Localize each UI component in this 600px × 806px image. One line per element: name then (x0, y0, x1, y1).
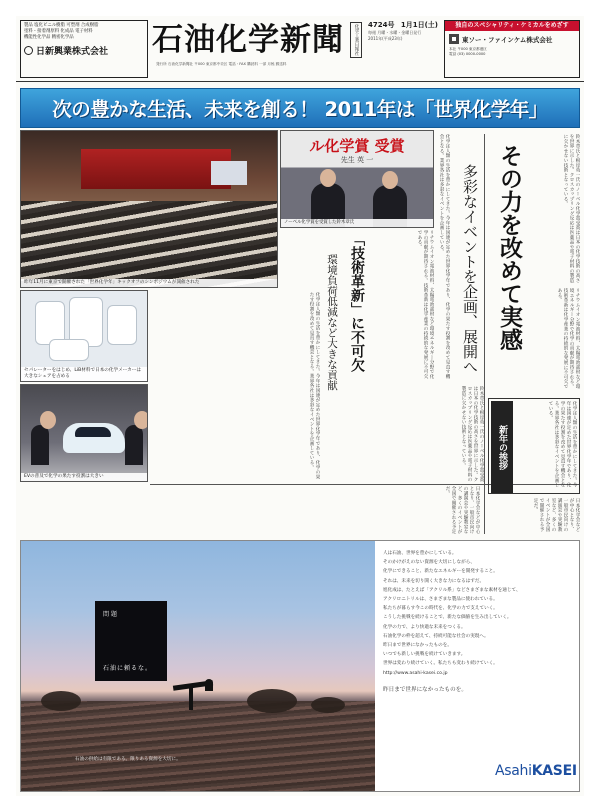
ad-right-line: 本社 〒000 東京都港区 (449, 47, 487, 51)
shrub (311, 697, 345, 713)
film-roll (49, 339, 89, 361)
section-subhead: 環境負荷低減など大きな貢献 (326, 254, 338, 391)
ad-copy-line: それは、未来を切り開く大きな力になるはずだ。 (383, 578, 485, 584)
ad-copy (383, 549, 573, 749)
photo-caption: セパレーターをはじめ、LiB材料で日本の化学メーカーは大きなシェアを占める (21, 367, 147, 381)
newspaper-page (16, 16, 584, 796)
prairie-ground (21, 701, 375, 791)
ad-image-caption: 石油の供給は有限である。限りある資源を大切に。 (75, 757, 181, 762)
ad-copy-line: 旭化成は、たとえば「アクリル系」などさまざまな素材を通じて、 (383, 587, 521, 593)
masthead-fine-print: 発行所 石油化学新聞社 〒000 東京都中央区 電話・FAX 購読料 一部 月極 郵送料 (156, 62, 287, 66)
article-body: 日本化学会などが中心となり、一般市民向けの講演会や実験教室など、多くのイベントが全国で開催される予定だ。 (445, 486, 480, 534)
photo-caption: EVの普及で化学の果たす役割は大きい (21, 473, 147, 481)
article-body: 鈴木章氏と根岸英一氏のノーベル化学賞受賞は日本の化学技術の高さを世界に示した。クロスカップリング反応は医薬品や電子材料の製造に欠かせない技術となっている。 (461, 386, 484, 482)
photo-caption: ノーベル化学賞を受賞した鈴木章氏 (281, 219, 433, 227)
publisher-tag: 化学工業日報社 (350, 22, 362, 58)
oil-field-photo (21, 541, 375, 791)
newspaper-title: 石油化学新聞 (152, 22, 344, 58)
shrub (41, 691, 81, 711)
film-roll (107, 305, 137, 345)
symposium-photo (20, 130, 278, 288)
stage-backdrop (81, 149, 231, 189)
ad-right-company (445, 31, 579, 47)
award-banner-text: ル化学賞 受賞 (309, 137, 405, 155)
asahi-kasei-logo (495, 763, 577, 779)
ad-copy-line: そのかけがえのない資源を大切にしながら、 (383, 560, 475, 566)
column-rule (484, 134, 485, 534)
ad-copy-line: アクリロニトリルは、さまざまな製品に使われている。 (383, 597, 498, 603)
brand-part-a: Asahi (495, 763, 532, 779)
asahi-kasei-advertisement (20, 540, 580, 792)
article-body: 日本化学会などが中心となり、一般市民向けの講演会や実験教室など、多くのイベントが全国で開催される予定だ。 (533, 498, 580, 532)
photo-caption: 昨年11月に東京で開催された「世界化学年」キックオフのシンポジウムが開催された (21, 279, 277, 287)
projection-screen (211, 161, 247, 185)
masthead-ad-right (444, 20, 580, 78)
article-body: 鈴木章氏と根岸英一氏のノーベル化学賞受賞は日本の化学技術の高さを世界に示した。クロスカップリング反応は医薬品や電子材料の製造に欠かせない技術となっている。 (563, 134, 580, 283)
ad-copy-line: http://www.asahi-kasei.co.jp (383, 670, 448, 676)
main-subhead: 多彩なイベントを企画、展開へ (461, 164, 479, 374)
ad-copy-line: いつでも新しい挑戦を続けていきます。 (383, 652, 466, 658)
ad-left-company-name: 日新興業株式会社 (36, 47, 109, 57)
newspaper-title-box (152, 20, 348, 60)
issue-number: 4724号 (368, 21, 395, 29)
award-banner-sub: 先生 英 一 (340, 156, 374, 164)
ad-left-line: 機能性化学品 精密化学品 (24, 35, 74, 40)
new-year-box (488, 398, 580, 494)
new-year-label: 新年の挨拶 (491, 401, 513, 493)
nobel-award-photo (280, 130, 434, 228)
masthead-ad-left (20, 20, 148, 78)
electric-car-photo (20, 384, 148, 482)
ad-right-company-name: 東ソー・ファインケム株式会社 (462, 35, 553, 44)
article-body: 化学は人類の生活を豊かにしてきた。今年は国連が定めた世界化学年であり、化学の果たす役割を改めて見直す機会となる。業界各社は多彩なイベントを企画している。 (548, 401, 577, 488)
ad-copy-line: 私たちが暮らす今この時代を、化学の力で支えていく。 (383, 606, 498, 612)
issue-year: 2011年(平成23年) (368, 35, 403, 41)
issue-line: 毎週 月曜・水曜・金曜日発行 (368, 30, 422, 35)
ad-copy-line: 人は石油、世界を豊かにしている。 (383, 551, 457, 556)
ad-right-line: 電話 (03) 0000-0000 (449, 52, 486, 56)
oil-pumpjack-icon (171, 681, 215, 711)
ad-copy-line: 化学の力で、より快適な未来をつくる。 (383, 624, 466, 630)
ad-left-company (24, 44, 144, 57)
car-window (75, 427, 111, 437)
ad-left-line: 製品 塩化ビニル樹脂 可塑剤 合成樹脂 (24, 23, 99, 28)
article-body: リチウムイオン電池材料、太陽電池部材など環境エネルギー分野で化学の貢献が期待される。技術革新は化学産業の持続的な発展に不可欠である。 (417, 230, 434, 379)
ad-copy-line: 化学にできること、新たなエネルギーを開発すること。 (383, 569, 498, 575)
ad-right-tagline: 独自のスペシャリティ・ケミカルをめざす (445, 21, 579, 31)
issue-info (368, 20, 438, 41)
audience-rows (21, 201, 278, 288)
question-box (95, 601, 167, 681)
article-body: リチウムイオン電池材料、太陽電池部材など環境エネルギー分野で化学の貢献が期待される。技術革新は化学産業の持続的な発展に不可欠である。 (557, 288, 580, 389)
banner-text: 次の豊かな生活、未来を創る！ 2011年は「世界化学年」 (52, 98, 548, 121)
ad-copy-line: こうした挑戦を続けることで、新たな価値を生み出していく。 (383, 615, 512, 621)
question-text: 石油に頼るな。 (103, 665, 153, 672)
masthead (16, 16, 584, 82)
front-banner (20, 88, 580, 128)
separator-film-photo (20, 290, 148, 382)
section-headline: 「技術革新」に不可欠 (349, 232, 365, 372)
company-logo-icon (24, 46, 33, 55)
article-body: 化学は人類の生活を豊かにしてきた。今年は国連が定めた世界化学年であり、化学の果たす役割を改めて見直す機会となる。業界各社は多彩なイベントを企画している。 (309, 292, 320, 480)
ad-copy-line: 昨日まで世界になかったものを。 (383, 643, 452, 649)
tosoh-logo-icon (449, 34, 459, 44)
main-headline: その力を改めて実感 (496, 144, 523, 351)
ad-left-line: 塗料・接着剤原料 化成品 電子材料 (24, 29, 93, 34)
brand-part-b: KASEI (531, 763, 577, 779)
article-body: 化学は人類の生活を豊かにしてきた。今年は国連が定めた世界化学年であり、化学の果たす役割を改めて見直す機会となる。業界各社は多彩なイベントを企画している。 (439, 134, 450, 379)
question-title: 問題 (103, 611, 120, 618)
person-figure (31, 425, 49, 465)
shrub (247, 689, 297, 713)
ad-closing-line: 昨日まで世界になかったものを。 (383, 686, 467, 693)
person-figure (125, 425, 143, 465)
ad-copy-line: 世界は変わり続けていく。私たちも変わり続けていく。 (383, 661, 498, 667)
issue-date: 1月1日(土) (400, 21, 438, 29)
ad-copy-line: 石油化学の枠を超えて、持続可能な社会の実現へ。 (383, 633, 489, 639)
